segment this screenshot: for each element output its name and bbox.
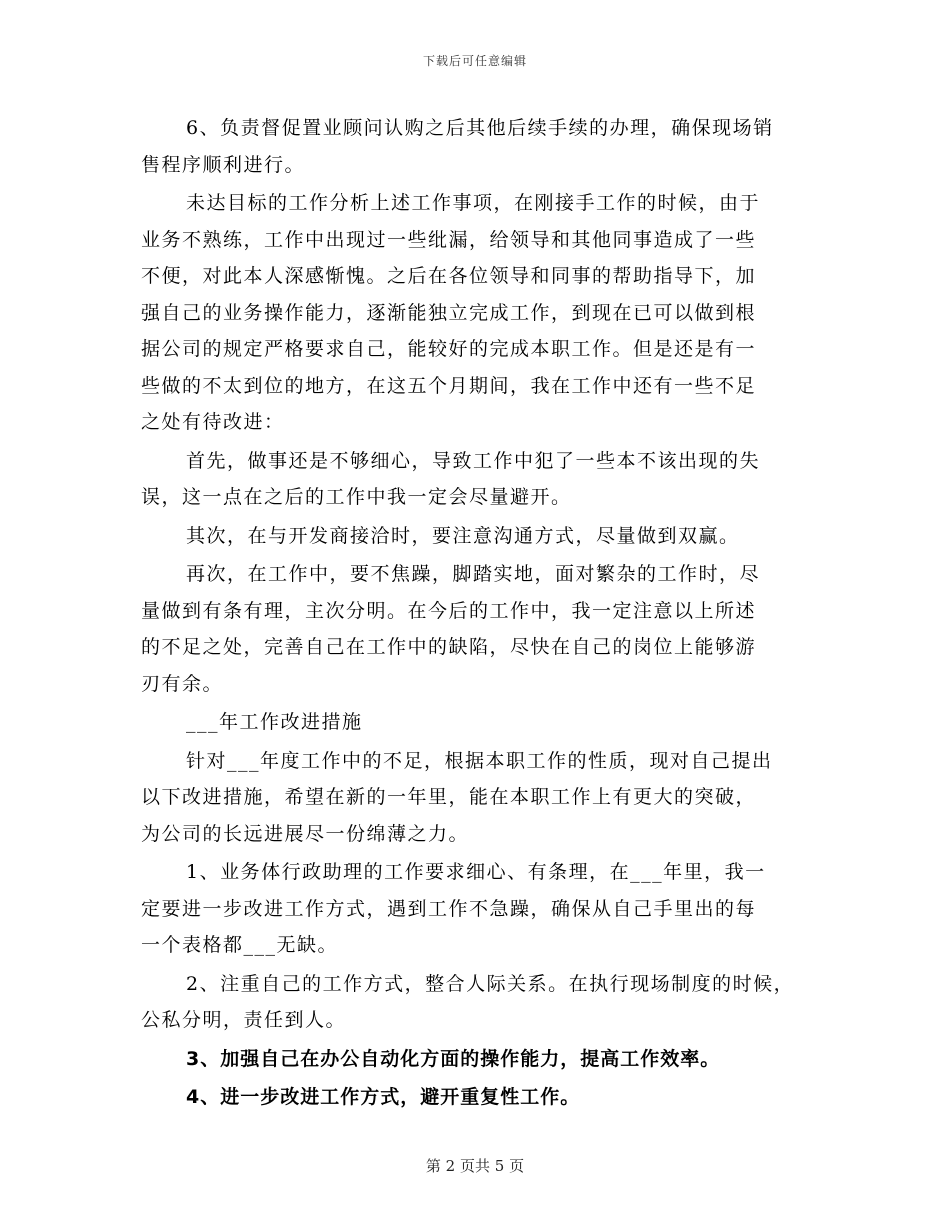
text-line: 2、注重自己的工作方式，整合人际关系。在执行现场制度的时候， [186,972,795,995]
page-header: 下载后可任意编辑 [422,54,527,68]
text-line: 些做的不太到位的地方，在这五个月期间，我在工作中还有一些不足 [141,374,757,397]
text-line: 据公司的规定严格要求自己，能较好的完成本职工作。但是还是有一 [141,338,757,360]
section-heading: ___年工作改进措施 [186,711,363,733]
text-line: 首先，做事还是不够细心，导致工作中犯了一些本不该出现的失 [186,449,761,472]
text-line: 强自己的业务操作能力，逐渐能独立完成工作，到现在已可以做到根 [141,301,757,324]
text-line: 一个表格都___无缺。 [141,934,339,956]
text-line: 误，这一点在之后的工作中我一定会尽量避开。 [141,486,572,508]
text-line: 针对___年度工作中的不足，根据本职工作的性质，现对自己提出 [186,749,773,772]
text-line: 以下改进措施，希望在新的一年里，能在本职工作上有更大的突破， [141,786,757,808]
text-line: 6、负责督促置业顾问认购之后其他后续手续的办理，确保现场销 [186,117,774,139]
text-line: 为公司的长远进展尽一份绵薄之力。 [141,822,470,845]
text-line: 业务不熟练，工作中出现过一些纰漏，给领导和其他同事造成了一些 [141,228,757,251]
text-line: 量做到有条有理，主次分明。在今后的工作中，我一定注意以上所述 [141,599,757,622]
text-line: 其次，在与开发商接洽时，要注意沟通方式，尽量做到双赢。 [186,524,740,547]
text-line: 刃有余。 [141,672,224,695]
text-line-bold: 4、进一步改进工作方式，避开重复性工作。 [186,1086,581,1108]
page-footer: 第 2 页共 5 页 [425,1157,525,1175]
text-line: 不便，对此本人深感惭愧。之后在各位领导和同事的帮助指导下，加 [141,265,757,287]
document-body [141,110,841,1116]
text-line-bold: 3、加强自己在办公自动化方面的操作能力，提高工作效率。 [186,1047,721,1070]
text-line: 未达目标的工作分析上述工作事项，在刚接手工作的时候，由于 [186,192,761,214]
text-line: 再次，在工作中，要不焦躁，脚踏实地，面对繁杂的工作时，尽 [186,563,761,585]
text-line: 1、业务体行政助理的工作要求细心、有条理，在___年里，我一 [186,861,766,883]
text-line: 公私分明，责任到人。 [141,1009,347,1031]
text-line: 的不足之处，完善自己在工作中的缺陷，尽快在自己的岗位上能够游 [141,636,757,658]
text-line: 定要进一步改进工作方式，遇到工作不急躁，确保从自己手里出的每 [141,897,757,920]
text-line: 售程序顺利进行。 [141,153,306,176]
text-line: 之处有待改进： [141,411,285,433]
